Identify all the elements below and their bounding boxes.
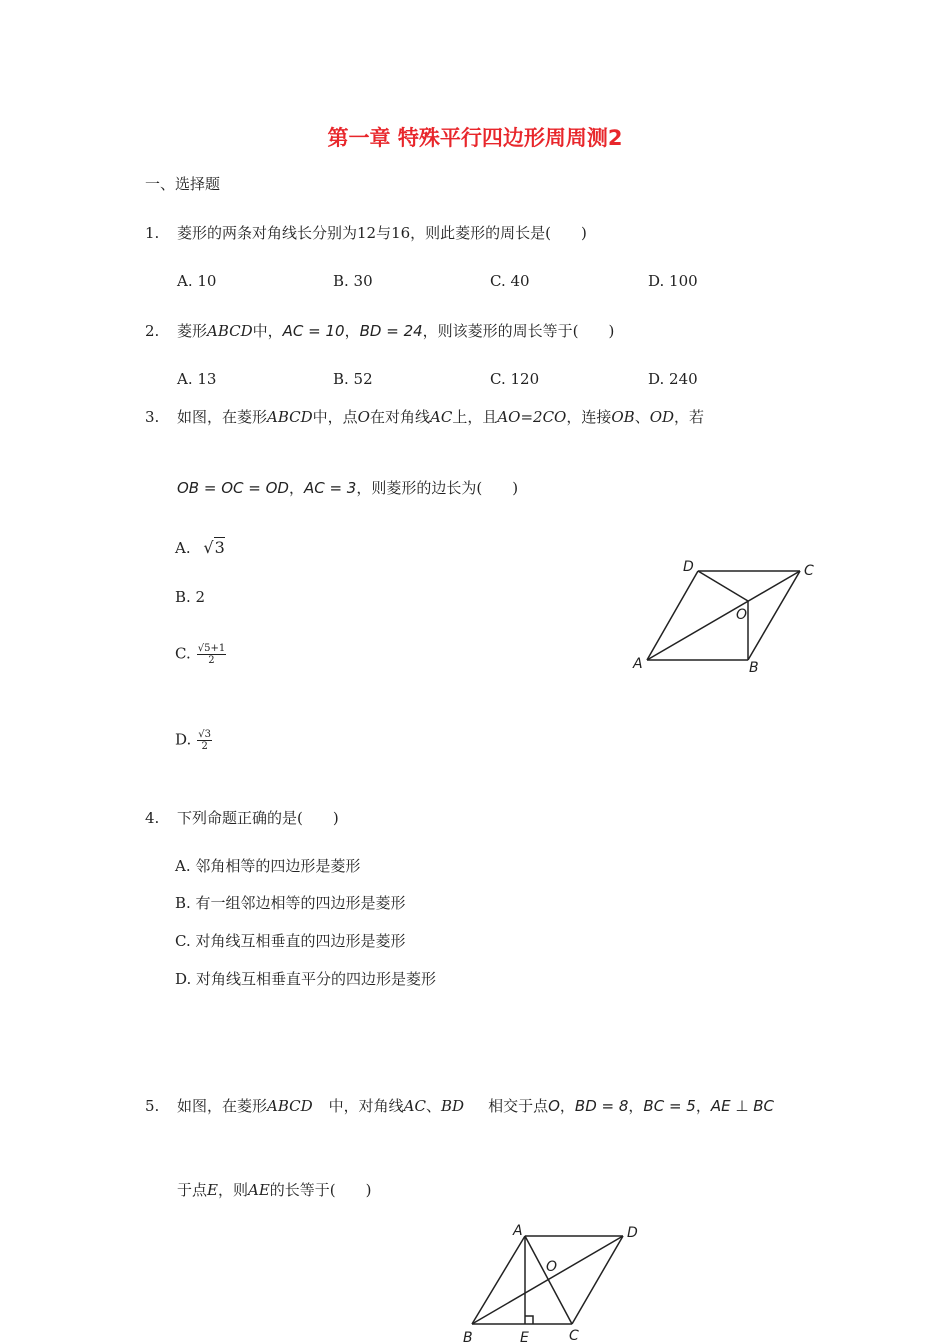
q5-label-a: A <box>513 1223 523 1239</box>
q2-number: 2. <box>145 322 160 340</box>
q3-text-line2: OB = OC = OD，AC = 3，则菱形的边长为( ) <box>177 479 519 497</box>
q5-number: 5. <box>145 1097 160 1115</box>
q5-label-e: E <box>520 1330 529 1344</box>
q5-rhombus-figure <box>455 1218 655 1344</box>
q5-label-d: D <box>627 1225 638 1241</box>
q2-option-c: C. 120 <box>490 370 540 388</box>
q3-option-c: C. $\frac{√5+1}{2}$ <box>175 643 226 666</box>
q1-option-b: B. 30 <box>333 272 373 290</box>
q3-option-d: D. $\frac{√3}{2}$ <box>175 729 211 752</box>
q3-option-a: A. √3 <box>175 538 225 557</box>
q2-text: 菱形ABCD中，AC = 10，BD = 24，则该菱形的周长等于( ) <box>177 322 615 340</box>
q5-label-o: O <box>546 1259 558 1275</box>
page-title: 第一章 特殊平行四边形周周测2 <box>327 126 623 150</box>
q4-option-d: D. 对角线互相垂直平分的四边形是菱形 <box>175 970 437 988</box>
q3-option-b: B. 2 <box>175 588 206 606</box>
q2-option-d: D. 240 <box>648 370 698 388</box>
q3-label-c: C <box>804 563 814 579</box>
q4-option-c: C. 对角线互相垂直的四边形是菱形 <box>175 932 406 950</box>
q4-number: 4. <box>145 809 160 827</box>
q3-number: 3. <box>145 408 160 426</box>
q3-label-b: B <box>749 660 759 676</box>
q5-label-c: C <box>569 1328 579 1344</box>
q3-label-d: D <box>683 559 694 575</box>
q5-label-b: B <box>463 1330 473 1344</box>
q4-text: 下列命题正确的是( ) <box>177 809 339 827</box>
q3-label-a: A <box>633 656 643 672</box>
section-heading: 一、选择题 <box>145 175 221 193</box>
q3-label-o: O <box>736 607 748 623</box>
q4-option-a: A. 邻角相等的四边形是菱形 <box>175 857 361 875</box>
q4-option-b: B. 有一组邻边相等的四边形是菱形 <box>175 894 406 912</box>
q1-number: 1. <box>145 224 160 242</box>
q1-option-d: D. 100 <box>648 272 698 290</box>
q5-text-line2: 于点E，则AE的长等于( ) <box>177 1181 372 1199</box>
q2-option-b: B. 52 <box>333 370 373 388</box>
q5-text-line1: 如图，在菱形ABCD 中，对角线AC、BD 相交于点O，BD = 8，BC = 5，AE ⊥ BC <box>177 1097 774 1115</box>
q1-option-c: C. 40 <box>490 272 530 290</box>
q2-option-a: A. 13 <box>177 370 217 388</box>
q1-option-a: A. 10 <box>177 272 217 290</box>
q3-rhombus-figure <box>625 555 825 680</box>
q1-text: 菱形的两条对角线长分别为12与16，则此菱形的周长是( ) <box>177 224 587 242</box>
q3-text-line1: 如图，在菱形ABCD中，点O在对角线AC上，且AO=2CO，连接OB、OD，若 <box>177 408 705 426</box>
